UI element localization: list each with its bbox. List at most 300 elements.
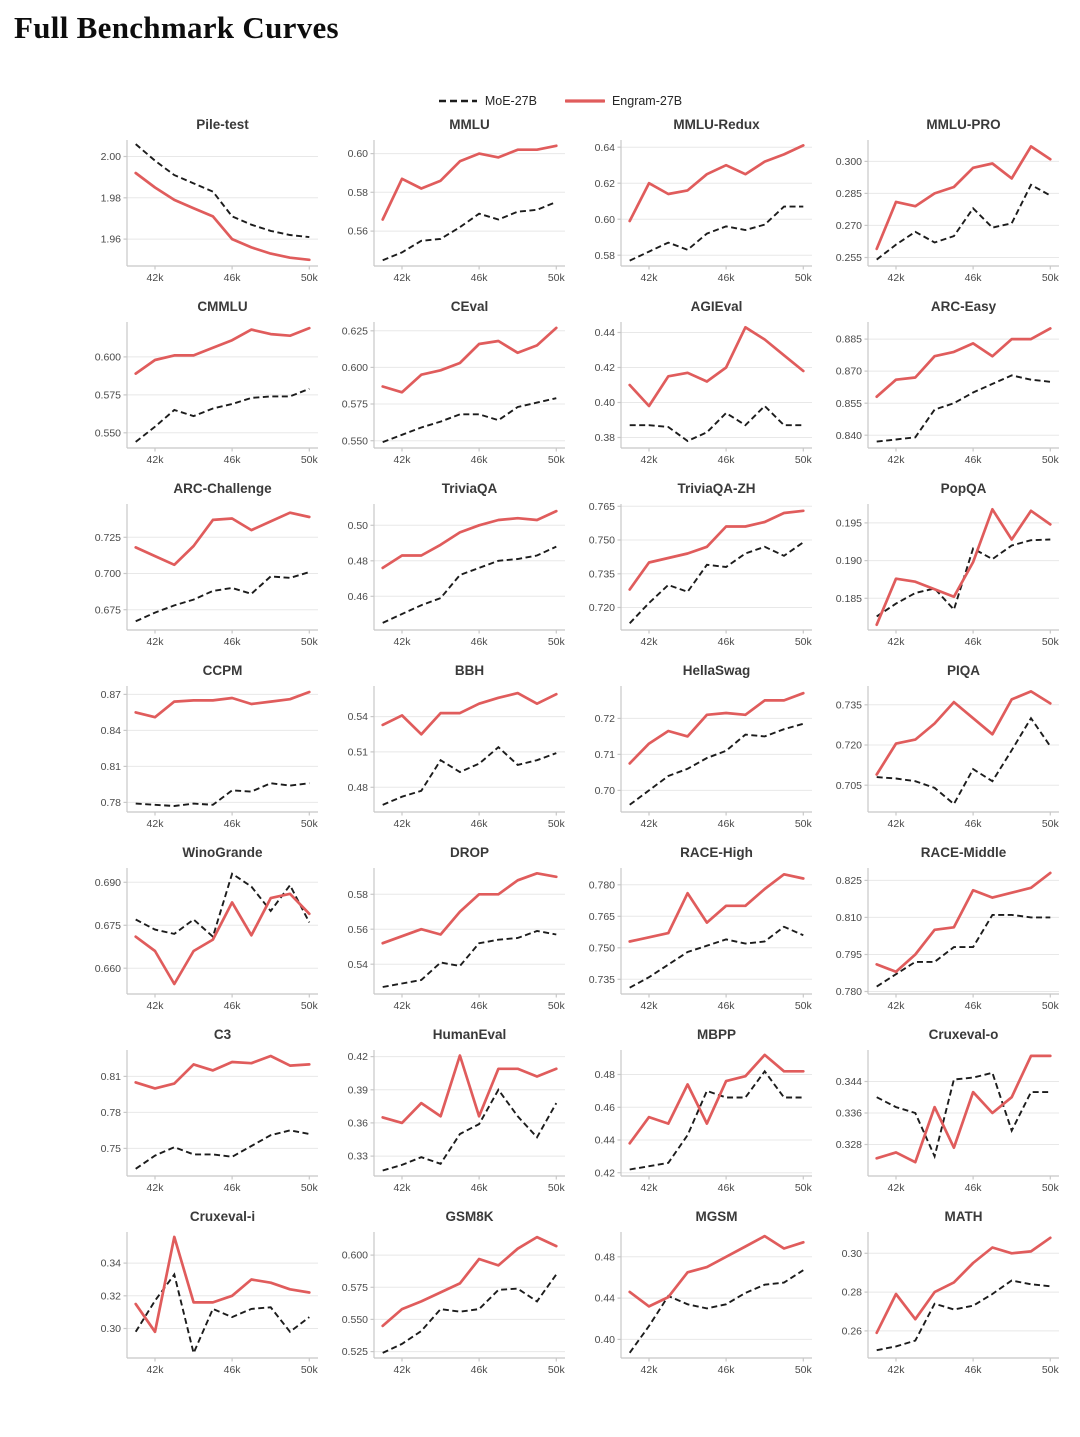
x-tick-label: 46k [223, 1000, 241, 1012]
benchmark-chart-winogrande [80, 844, 327, 1016]
chart-title: DROP [449, 845, 490, 860]
y-tick-label: 0.300 [835, 156, 862, 168]
x-tick-label: 46k [470, 454, 488, 466]
y-tick-label: 0.550 [94, 427, 121, 440]
chart-title: C3 [213, 1027, 232, 1042]
engram-series-line [630, 511, 804, 590]
y-tick-label: 0.51 [347, 746, 368, 759]
x-tick-label: 42k [393, 272, 411, 284]
x-tick-label: 42k [146, 1182, 164, 1194]
x-tick-label: 42k [640, 1000, 658, 1012]
x-tick-label: 46k [717, 636, 735, 648]
x-tick-label: 42k [146, 1364, 164, 1376]
x-tick-label: 46k [717, 454, 735, 466]
x-tick-label: 50k [547, 1364, 565, 1376]
x-tick-label: 42k [640, 454, 658, 466]
y-tick-label: 0.30 [100, 1323, 121, 1336]
benchmark-chart-pile-test [80, 116, 327, 288]
y-tick-label: 0.56 [347, 225, 368, 238]
y-tick-label: 0.62 [594, 177, 615, 190]
y-tick-label: 0.32 [100, 1290, 121, 1303]
chart-svg [821, 662, 1068, 834]
x-tick-label: 50k [1041, 636, 1059, 648]
engram-series-line [630, 1236, 804, 1306]
x-tick-label: 46k [717, 818, 735, 830]
engram-series-line [136, 173, 310, 260]
y-tick-label: 0.30 [841, 1247, 862, 1260]
moe-series-line [877, 1073, 1051, 1157]
x-tick-label: 42k [146, 818, 164, 830]
x-tick-label: 50k [794, 636, 812, 648]
y-tick-label: 0.44 [594, 327, 615, 340]
moe-series-line [383, 1090, 557, 1171]
benchmark-chart-triviaqa-zh [574, 480, 821, 652]
y-tick-label: 1.96 [100, 233, 121, 246]
chart-title: MMLU [449, 117, 490, 132]
benchmark-chart-cruxeval-o [821, 1026, 1068, 1198]
engram-series-line [877, 1238, 1051, 1333]
y-tick-label: 0.328 [835, 1139, 862, 1152]
y-tick-label: 0.195 [835, 517, 862, 530]
y-tick-label: 0.71 [594, 749, 615, 761]
x-tick-label: 50k [300, 636, 318, 648]
x-tick-label: 42k [887, 818, 905, 830]
chart-svg [574, 1208, 821, 1380]
chart-title: MGSM [695, 1209, 738, 1224]
charts-grid [80, 116, 1080, 1380]
x-tick-label: 50k [1041, 1364, 1059, 1376]
y-tick-label: 0.81 [100, 761, 121, 773]
chart-title: PIQA [946, 663, 981, 678]
benchmark-chart-race-middle [821, 844, 1068, 1016]
moe-series-line [383, 931, 557, 987]
x-tick-label: 50k [300, 1000, 318, 1012]
benchmark-chart-mmlu [327, 116, 574, 288]
x-tick-label: 46k [717, 1182, 735, 1194]
moe-series-line [383, 547, 557, 623]
x-tick-label: 50k [794, 272, 812, 284]
benchmark-chart-race-high [574, 844, 821, 1016]
engram-series-line [877, 509, 1051, 624]
x-tick-label: 50k [300, 1364, 318, 1376]
chart-svg [327, 116, 574, 288]
chart-svg [80, 1026, 327, 1198]
benchmark-chart-mmlu-pro [821, 116, 1068, 288]
y-tick-label: 0.780 [835, 986, 862, 999]
moe-series-line [383, 747, 557, 805]
x-tick-label: 46k [223, 636, 241, 648]
y-tick-label: 0.50 [347, 519, 368, 532]
y-tick-label: 0.44 [594, 1292, 615, 1305]
chart-svg [327, 298, 574, 470]
y-tick-label: 0.575 [94, 389, 121, 402]
engram-series-line [383, 693, 557, 734]
chart-title: MMLU-PRO [926, 117, 1001, 132]
benchmark-chart-mgsm [574, 1208, 821, 1380]
x-tick-label: 42k [393, 636, 411, 648]
moe-series-line [877, 1281, 1051, 1351]
x-tick-label: 50k [1041, 818, 1059, 830]
x-tick-label: 42k [640, 818, 658, 830]
engram-series-line [136, 692, 310, 717]
moe-series-line [383, 1274, 557, 1353]
x-tick-label: 42k [640, 1364, 658, 1376]
benchmark-chart-cmmlu [80, 298, 327, 470]
y-tick-label: 0.36 [347, 1117, 368, 1130]
chart-svg [327, 1208, 574, 1380]
moe-series-line [136, 572, 310, 621]
benchmark-chart-humaneval [327, 1026, 574, 1198]
y-tick-label: 0.44 [594, 1134, 615, 1147]
x-tick-label: 50k [794, 1364, 812, 1376]
x-tick-label: 50k [547, 636, 565, 648]
x-tick-label: 42k [640, 1182, 658, 1194]
y-tick-label: 0.42 [594, 362, 615, 375]
benchmark-chart-math [821, 1208, 1068, 1380]
x-tick-label: 42k [393, 1000, 411, 1012]
chart-title: MBPP [696, 1027, 737, 1042]
chart-svg [574, 116, 821, 288]
y-tick-label: 0.46 [594, 1101, 615, 1114]
y-tick-label: 0.780 [588, 879, 615, 892]
chart-title: Pile-test [196, 117, 249, 132]
y-tick-label: 0.600 [341, 362, 368, 374]
chart-title: TriviaQA-ZH [677, 481, 756, 496]
x-tick-label: 42k [393, 1182, 411, 1194]
chart-title: PopQA [940, 481, 987, 496]
benchmark-chart-drop [327, 844, 574, 1016]
x-tick-label: 42k [887, 1182, 905, 1194]
chart-title: HumanEval [432, 1027, 507, 1042]
chart-title: RACE-High [680, 845, 753, 860]
y-tick-label: 0.855 [835, 397, 862, 410]
chart-title: CEval [450, 299, 489, 314]
x-tick-label: 50k [794, 818, 812, 830]
x-tick-label: 50k [547, 1182, 565, 1194]
y-tick-label: 0.840 [835, 429, 862, 442]
solid-line-icon [565, 97, 605, 105]
chart-svg [821, 298, 1068, 470]
chart-svg [574, 480, 821, 652]
y-tick-label: 0.78 [100, 797, 121, 809]
x-tick-label: 46k [717, 1000, 735, 1012]
y-tick-label: 0.795 [835, 949, 862, 962]
chart-svg [327, 844, 574, 1016]
engram-series-line [630, 1055, 804, 1143]
x-tick-label: 46k [223, 1182, 241, 1194]
chart-svg [80, 844, 327, 1016]
y-tick-label: 0.58 [347, 888, 368, 901]
x-tick-label: 50k [1041, 1000, 1059, 1012]
chart-svg [80, 116, 327, 288]
chart-svg [574, 844, 821, 1016]
x-tick-label: 46k [717, 1364, 735, 1376]
benchmark-chart-cruxeval-i [80, 1208, 327, 1380]
x-tick-label: 50k [300, 272, 318, 284]
moe-series-line [630, 542, 804, 623]
engram-series-line [383, 146, 557, 220]
x-tick-label: 42k [640, 272, 658, 284]
y-tick-label: 0.78 [100, 1107, 121, 1119]
y-tick-label: 0.33 [347, 1150, 368, 1163]
benchmark-chart-arc-easy [821, 298, 1068, 470]
y-tick-label: 0.42 [347, 1051, 368, 1064]
benchmark-chart-gsm8k [327, 1208, 574, 1380]
benchmark-chart-popqa [821, 480, 1068, 652]
chart-svg [821, 844, 1068, 1016]
engram-series-line [877, 873, 1051, 972]
benchmark-chart-piqa [821, 662, 1068, 834]
chart-title: CMMLU [197, 299, 248, 314]
benchmark-chart-agieval [574, 298, 821, 470]
x-tick-label: 50k [1041, 272, 1059, 284]
x-tick-label: 46k [470, 1364, 488, 1376]
x-tick-label: 46k [223, 1364, 241, 1376]
moe-series-line [136, 874, 310, 937]
dashed-line-icon [438, 97, 478, 105]
x-tick-label: 50k [547, 454, 565, 466]
y-tick-label: 0.885 [835, 333, 862, 346]
y-tick-label: 0.765 [588, 910, 615, 923]
y-tick-label: 0.600 [341, 1249, 368, 1262]
y-tick-label: 0.575 [341, 1281, 368, 1294]
y-tick-label: 0.190 [835, 555, 862, 568]
legend-item-engram [565, 94, 682, 108]
chart-title: MATH [944, 1209, 983, 1224]
engram-series-line [383, 511, 557, 568]
page-title: Full Benchmark Curves [14, 10, 339, 45]
chart-title: BBH [454, 663, 485, 678]
y-tick-label: 0.765 [588, 500, 615, 513]
x-tick-label: 46k [223, 272, 241, 284]
chart-svg [574, 662, 821, 834]
y-tick-label: 0.39 [347, 1084, 368, 1097]
moe-series-line [136, 389, 310, 442]
x-tick-label: 46k [964, 636, 982, 648]
chart-title: WinoGrande [182, 845, 263, 860]
chart-title: CCPM [202, 663, 243, 678]
y-tick-label: 0.550 [341, 1314, 368, 1326]
y-tick-label: 0.700 [94, 568, 121, 581]
y-tick-label: 0.72 [594, 713, 615, 725]
moe-series-line [877, 375, 1051, 441]
y-tick-label: 0.336 [835, 1107, 862, 1120]
moe-series-line [630, 207, 804, 261]
y-tick-label: 0.720 [835, 739, 862, 752]
y-tick-label: 0.48 [347, 555, 368, 568]
y-tick-label: 0.60 [594, 213, 615, 226]
y-tick-label: 0.48 [594, 1251, 615, 1264]
moe-series-line [630, 1270, 804, 1353]
y-tick-label: 0.40 [594, 397, 615, 410]
x-tick-label: 46k [717, 272, 735, 284]
y-tick-label: 0.705 [835, 779, 862, 792]
x-tick-label: 50k [1041, 1182, 1059, 1194]
y-tick-label: 0.870 [835, 365, 862, 378]
y-tick-label: 0.285 [835, 188, 862, 200]
y-tick-label: 0.185 [835, 592, 862, 605]
y-tick-label: 0.725 [94, 531, 121, 544]
y-tick-label: 0.735 [588, 568, 615, 581]
y-tick-label: 0.675 [94, 919, 121, 932]
chart-svg [327, 1026, 574, 1198]
y-tick-label: 0.75 [100, 1143, 121, 1155]
benchmark-chart-ccpm [80, 662, 327, 834]
x-tick-label: 42k [146, 636, 164, 648]
moe-series-line [136, 1130, 310, 1168]
benchmark-chart-mbpp [574, 1026, 821, 1198]
x-tick-label: 42k [887, 454, 905, 466]
y-tick-label: 0.40 [594, 1334, 615, 1346]
x-tick-label: 46k [470, 818, 488, 830]
chart-title: ARC-Easy [930, 299, 997, 314]
y-tick-label: 0.675 [94, 604, 121, 617]
y-tick-label: 0.735 [588, 973, 615, 986]
benchmark-chart-hellaswag [574, 662, 821, 834]
engram-series-line [136, 1237, 310, 1332]
x-tick-label: 42k [887, 1000, 905, 1012]
chart-title: ARC-Challenge [173, 481, 272, 496]
chart-title: RACE-Middle [920, 845, 1007, 860]
y-tick-label: 0.64 [594, 141, 615, 154]
engram-series-line [383, 1056, 557, 1123]
x-tick-label: 46k [964, 1364, 982, 1376]
engram-series-line [136, 1056, 310, 1088]
benchmark-chart-triviaqa [327, 480, 574, 652]
y-tick-label: 0.60 [347, 148, 368, 161]
x-tick-label: 42k [146, 1000, 164, 1012]
moe-series-line [383, 398, 557, 442]
y-tick-label: 0.750 [588, 534, 615, 547]
chart-title: Cruxeval-o [928, 1027, 999, 1042]
y-tick-label: 0.70 [594, 785, 615, 797]
benchmark-chart-arc-challenge [80, 480, 327, 652]
engram-series-line [383, 328, 557, 392]
chart-svg [821, 116, 1068, 288]
x-tick-label: 42k [887, 1364, 905, 1376]
x-tick-label: 42k [640, 636, 658, 648]
y-tick-label: 0.54 [347, 711, 368, 724]
x-tick-label: 46k [964, 454, 982, 466]
engram-series-line [630, 693, 804, 763]
y-tick-label: 0.58 [594, 249, 615, 262]
x-tick-label: 42k [146, 454, 164, 466]
engram-series-line [136, 328, 310, 374]
x-tick-label: 46k [470, 1182, 488, 1194]
y-tick-label: 0.525 [341, 1346, 368, 1359]
chart-title: HellaSwag [682, 663, 751, 678]
y-tick-label: 0.550 [341, 435, 368, 448]
engram-series-line [383, 1237, 557, 1326]
x-tick-label: 42k [887, 272, 905, 284]
y-tick-label: 0.26 [841, 1325, 862, 1338]
y-tick-label: 0.660 [94, 962, 121, 975]
y-tick-label: 0.54 [347, 958, 368, 971]
x-tick-label: 46k [964, 1000, 982, 1012]
chart-title: AGIEval [690, 299, 743, 314]
benchmark-chart-ceval [327, 298, 574, 470]
x-tick-label: 46k [223, 454, 241, 466]
x-tick-label: 50k [300, 818, 318, 830]
x-tick-label: 46k [223, 818, 241, 830]
x-tick-label: 46k [470, 272, 488, 284]
y-tick-label: 0.87 [100, 689, 121, 701]
chart-legend [40, 94, 1080, 108]
legend-item-moe [438, 94, 537, 108]
y-tick-label: 0.46 [347, 590, 368, 603]
chart-svg [574, 1026, 821, 1198]
engram-series-line [630, 327, 804, 406]
y-tick-label: 0.575 [341, 398, 368, 411]
y-tick-label: 0.84 [100, 725, 121, 737]
chart-svg [327, 480, 574, 652]
y-tick-label: 0.255 [835, 252, 862, 265]
x-tick-label: 50k [547, 272, 565, 284]
x-tick-label: 50k [794, 1000, 812, 1012]
chart-svg [80, 480, 327, 652]
y-tick-label: 0.625 [341, 325, 368, 338]
x-tick-label: 42k [393, 818, 411, 830]
x-tick-label: 50k [1041, 454, 1059, 466]
x-tick-label: 46k [964, 818, 982, 830]
chart-svg [574, 298, 821, 470]
moe-series-line [877, 185, 1051, 260]
benchmark-chart-c3 [80, 1026, 327, 1198]
y-tick-label: 0.42 [594, 1167, 615, 1180]
x-tick-label: 42k [887, 636, 905, 648]
x-tick-label: 50k [547, 1000, 565, 1012]
y-tick-label: 0.690 [94, 876, 121, 889]
x-tick-label: 46k [964, 272, 982, 284]
x-tick-label: 42k [393, 454, 411, 466]
moe-series-line [877, 718, 1051, 804]
y-tick-label: 0.270 [835, 220, 862, 232]
engram-series-line [877, 691, 1051, 774]
legend-label-moe: MoE-27B [484, 94, 537, 108]
chart-svg [80, 1208, 327, 1380]
y-tick-label: 0.38 [594, 432, 615, 445]
chart-svg [821, 1026, 1068, 1198]
x-tick-label: 46k [964, 1182, 982, 1194]
chart-title: TriviaQA [441, 481, 498, 496]
x-tick-label: 50k [300, 1182, 318, 1194]
y-tick-label: 0.825 [835, 875, 862, 887]
chart-svg [80, 662, 327, 834]
y-tick-label: 0.28 [841, 1286, 862, 1299]
chart-svg [327, 662, 574, 834]
y-tick-label: 0.735 [835, 699, 862, 712]
x-tick-label: 42k [146, 272, 164, 284]
chart-title: Cruxeval-i [189, 1209, 256, 1224]
moe-series-line [630, 406, 804, 441]
engram-series-line [136, 894, 310, 984]
chart-svg [80, 298, 327, 470]
y-tick-label: 0.81 [100, 1071, 121, 1083]
y-tick-label: 0.48 [347, 781, 368, 794]
x-tick-label: 46k [470, 636, 488, 648]
y-tick-label: 0.344 [835, 1076, 862, 1089]
chart-title: GSM8K [445, 1209, 494, 1224]
y-tick-label: 0.56 [347, 923, 368, 936]
x-tick-label: 50k [794, 454, 812, 466]
y-tick-label: 0.600 [94, 351, 121, 364]
legend-label-engram: Engram-27B [611, 94, 683, 108]
chart-svg [821, 1208, 1068, 1380]
engram-series-line [136, 513, 310, 565]
y-tick-label: 0.720 [588, 602, 615, 615]
y-tick-label: 1.98 [100, 192, 121, 205]
x-tick-label: 50k [794, 1182, 812, 1194]
